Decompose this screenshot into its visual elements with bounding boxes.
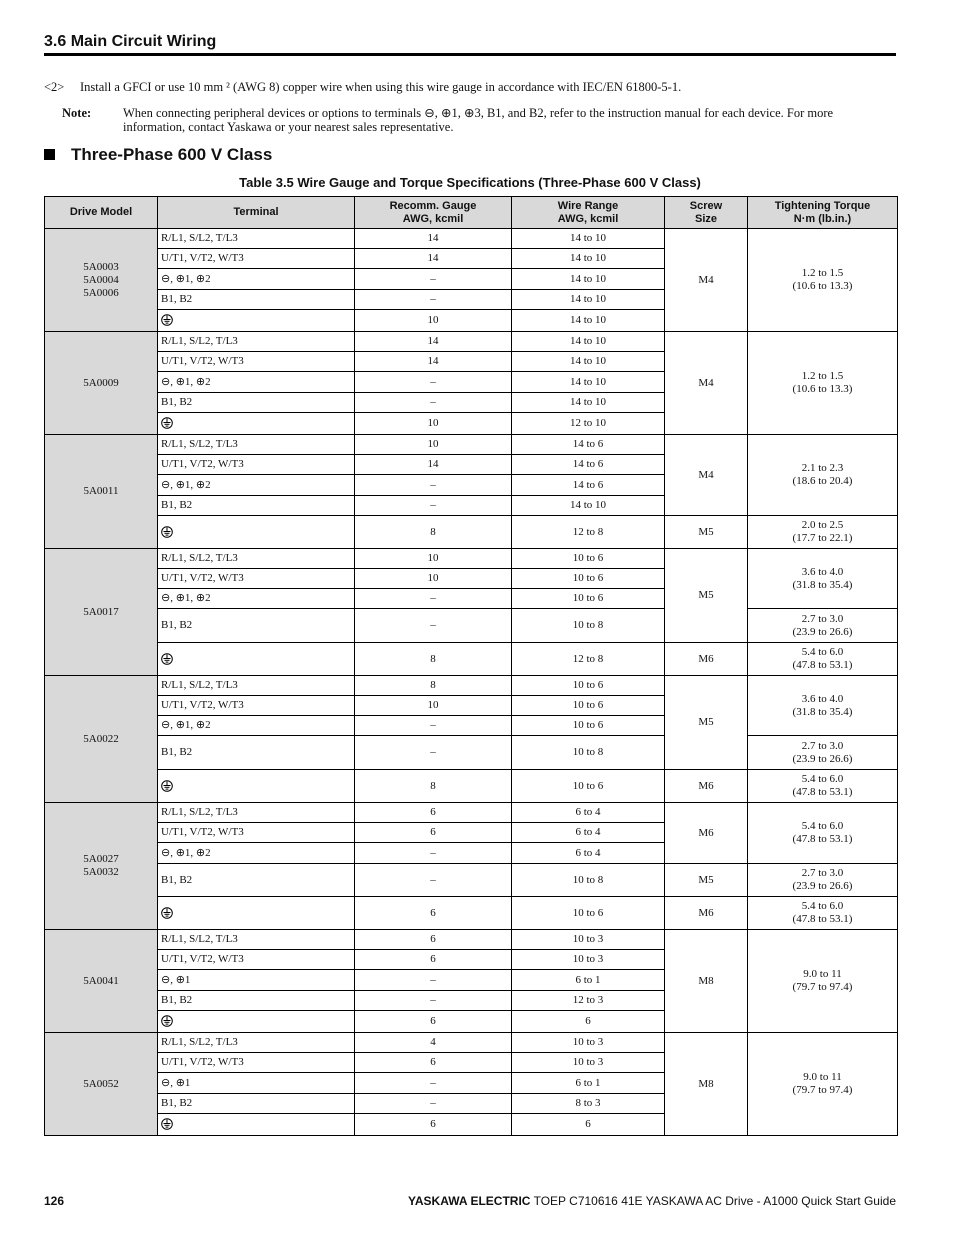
table-caption: Table 3.5 Wire Gauge and Torque Specifications (Three-Phase 600 V Class) [239,175,701,190]
terminal-cell: R/L1, S/L2, T/L3 [158,676,355,696]
ground-terminal-icon [161,1015,173,1027]
terminal-cell: U/T1, V/T2, W/T3 [158,455,355,475]
footnote [44,80,681,95]
recomm-gauge-cell: – [355,496,512,516]
torque-cell: 5.4 to 6.0 (47.8 to 53.1) [748,770,898,803]
terminal-cell: U/T1, V/T2, W/T3 [158,249,355,269]
recomm-gauge-cell: 14 [355,249,512,269]
terminal-cell: B1, B2 [158,736,355,770]
recomm-gauge-cell: – [355,736,512,770]
table-row [45,736,898,770]
recomm-gauge-cell: 10 [355,696,512,716]
footer-brand: YASKAWA ELECTRIC [407,1194,531,1208]
screw-size-cell: M5 [665,516,748,549]
recomm-gauge-cell: – [355,864,512,897]
screw-size-cell: M5 [665,676,748,770]
recomm-gauge-cell: 10 [355,413,512,435]
table-row [45,435,898,455]
note [62,106,896,134]
recomm-gauge-cell: 14 [355,352,512,372]
terminal-cell [158,1011,355,1033]
wire-range-cell: 10 to 6 [512,696,665,716]
screw-size-cell: M5 [665,864,748,897]
terminal-cell [158,310,355,332]
terminal-cell: B1, B2 [158,991,355,1011]
table-row [45,803,898,823]
screw-size-cell: M5 [665,549,748,643]
table-row [45,516,898,549]
recomm-gauge-cell: 6 [355,1053,512,1073]
terminal-cell [158,516,355,549]
terminal-cell: ⊖, ⊕1 [158,970,355,991]
table-row [45,676,898,696]
terminal-cell: U/T1, V/T2, W/T3 [158,823,355,843]
torque-cell: 1.2 to 1.5 (10.6 to 13.3) [748,229,898,332]
recomm-gauge-cell: – [355,372,512,393]
wire-range-cell: 6 to 4 [512,843,665,864]
terminal-cell [158,1114,355,1136]
terminal-cell: B1, B2 [158,1094,355,1114]
section-title [44,145,272,165]
wire-range-cell: 10 to 3 [512,950,665,970]
terminal-cell: ⊖, ⊕1 [158,1073,355,1094]
footnote-text: Install a GFCI or use 10 mm ² (AWG 8) copper wire when using this wire gauge in accordance with IEC/EN 61800-5-1. [80,80,682,94]
recomm-gauge-cell: 6 [355,1011,512,1033]
screw-size-cell: M4 [665,229,748,332]
torque-cell: 2.7 to 3.0 (23.9 to 26.6) [748,609,898,643]
table-row [45,930,898,950]
wire-range-cell: 10 to 6 [512,897,665,930]
screw-size-cell: M6 [665,897,748,930]
terminal-cell: ⊖, ⊕1, ⊕2 [158,475,355,496]
ground-terminal-icon [161,653,173,665]
recomm-gauge-cell: 8 [355,770,512,803]
torque-cell: 5.4 to 6.0 (47.8 to 53.1) [748,643,898,676]
wire-range-cell: 10 to 6 [512,676,665,696]
wire-range-cell: 14 to 10 [512,310,665,332]
screw-size-cell: M8 [665,930,748,1033]
terminal-cell: ⊖, ⊕1, ⊕2 [158,269,355,290]
terminal-cell: R/L1, S/L2, T/L3 [158,930,355,950]
drive-model-cell: 5A0052 [45,1033,158,1136]
terminal-cell: B1, B2 [158,290,355,310]
wire-range-cell: 12 to 8 [512,643,665,676]
note-label: Note: [62,106,92,120]
recomm-gauge-cell: 6 [355,930,512,950]
terminal-cell: R/L1, S/L2, T/L3 [158,435,355,455]
recomm-gauge-cell: – [355,269,512,290]
recomm-gauge-cell: 10 [355,310,512,332]
ground-terminal-icon [161,526,173,538]
terminal-cell [158,770,355,803]
terminal-cell: B1, B2 [158,496,355,516]
ground-terminal-icon [161,907,173,919]
wire-range-cell: 14 to 10 [512,372,665,393]
column-header-terminal: Terminal [158,197,355,229]
recomm-gauge-cell: – [355,843,512,864]
table-row [45,549,898,569]
table-row [45,643,898,676]
terminal-cell: ⊖, ⊕1, ⊕2 [158,716,355,736]
recomm-gauge-cell: – [355,393,512,413]
drive-model-cell: 5A0041 [45,930,158,1033]
wire-range-cell: 6 to 4 [512,803,665,823]
terminal-cell: U/T1, V/T2, W/T3 [158,696,355,716]
wire-range-cell: 6 [512,1011,665,1033]
torque-cell: 1.2 to 1.5 (10.6 to 13.3) [748,332,898,435]
wire-range-cell: 14 to 10 [512,249,665,269]
screw-size-cell: M4 [665,332,748,435]
wire-range-cell: 12 to 8 [512,516,665,549]
wire-range-cell: 14 to 10 [512,496,665,516]
terminal-cell: R/L1, S/L2, T/L3 [158,803,355,823]
terminal-cell: U/T1, V/T2, W/T3 [158,950,355,970]
recomm-gauge-cell: 8 [355,516,512,549]
ground-terminal-icon [161,1118,173,1130]
recomm-gauge-cell: 10 [355,569,512,589]
screw-size-cell: M6 [665,770,748,803]
torque-cell: 9.0 to 11 (79.7 to 97.4) [748,1033,898,1136]
recomm-gauge-cell: – [355,475,512,496]
terminal-cell: R/L1, S/L2, T/L3 [158,1033,355,1053]
table-row [45,864,898,897]
recomm-gauge-cell: 14 [355,229,512,249]
recomm-gauge-cell: – [355,1073,512,1094]
recomm-gauge-cell: 8 [355,643,512,676]
torque-cell: 2.1 to 2.3 (18.6 to 20.4) [748,435,898,516]
ground-terminal-icon [161,314,173,326]
terminal-cell [158,897,355,930]
column-header-drive-model: Drive Model [45,197,158,229]
recomm-gauge-cell: 14 [355,455,512,475]
terminal-cell: R/L1, S/L2, T/L3 [158,332,355,352]
screw-size-cell: M4 [665,435,748,516]
table-header-row [45,197,898,229]
wire-range-cell: 6 [512,1114,665,1136]
ground-terminal-icon [161,780,173,792]
torque-cell: 2.0 to 2.5 (17.7 to 22.1) [748,516,898,549]
wire-range-cell: 12 to 3 [512,991,665,1011]
section-title-text: Three-Phase 600 V Class [71,145,273,164]
terminal-cell [158,643,355,676]
ground-terminal-icon [161,417,173,429]
column-header-tightening-torque: Tightening Torque N·m (lb.in.) [748,197,898,229]
screw-size-cell: M8 [665,1033,748,1136]
torque-cell: 5.4 to 6.0 (47.8 to 53.1) [748,803,898,864]
footer-doc [408,1194,896,1208]
wire-range-cell: 10 to 8 [512,864,665,897]
recomm-gauge-cell: – [355,609,512,643]
wire-range-cell: 6 to 1 [512,1073,665,1094]
wire-range-cell: 10 to 6 [512,549,665,569]
torque-cell: 2.7 to 3.0 (23.9 to 26.6) [748,864,898,897]
recomm-gauge-cell: 4 [355,1033,512,1053]
wire-range-cell: 14 to 6 [512,435,665,455]
wire-range-cell: 14 to 10 [512,332,665,352]
wire-range-cell: 14 to 10 [512,269,665,290]
terminal-cell: B1, B2 [158,393,355,413]
terminal-cell: B1, B2 [158,609,355,643]
wire-range-cell: 10 to 6 [512,716,665,736]
terminal-cell: ⊖, ⊕1, ⊕2 [158,372,355,393]
recomm-gauge-cell: – [355,991,512,1011]
recomm-gauge-cell: 10 [355,549,512,569]
terminal-cell: U/T1, V/T2, W/T3 [158,352,355,372]
wire-range-cell: 10 to 3 [512,1053,665,1073]
recomm-gauge-cell: 6 [355,803,512,823]
recomm-gauge-cell: – [355,716,512,736]
drive-model-cell: 5A0022 [45,676,158,803]
screw-size-cell: M6 [665,643,748,676]
drive-model-cell: 5A0003 5A0004 5A0006 [45,229,158,332]
wire-range-cell: 12 to 10 [512,413,665,435]
note-text: When connecting peripheral devices or options to terminals ⊖, ⊕1, ⊕3, B1, and B2, refer to the instruction manual for each device. For more information, contact Yaskawa or your nearest sales representative. [123,106,834,134]
wire-range-cell: 10 to 6 [512,589,665,609]
wire-range-cell: 14 to 10 [512,290,665,310]
page-number: 126 [44,1194,65,1208]
column-header-recomm-gauge: Recomm. Gauge AWG, kcmil [355,197,512,229]
recomm-gauge-cell: 6 [355,823,512,843]
table-row [45,1033,898,1053]
column-header-screw-size: Screw Size [665,197,748,229]
terminal-cell: U/T1, V/T2, W/T3 [158,569,355,589]
recomm-gauge-cell: 6 [355,950,512,970]
recomm-gauge-cell: 10 [355,435,512,455]
table-row [45,229,898,249]
wire-range-cell: 6 to 1 [512,970,665,991]
torque-cell: 9.0 to 11 (79.7 to 97.4) [748,930,898,1033]
terminal-cell: R/L1, S/L2, T/L3 [158,229,355,249]
wire-range-cell: 10 to 3 [512,930,665,950]
torque-cell: 2.7 to 3.0 (23.9 to 26.6) [748,736,898,770]
wire-range-cell: 10 to 6 [512,569,665,589]
table-row [45,609,898,643]
drive-model-cell: 5A0027 5A0032 [45,803,158,930]
column-header-wire-range: Wire Range AWG, kcmil [512,197,665,229]
footnote-number: <2> [44,80,65,94]
wire-range-cell: 6 to 4 [512,823,665,843]
recomm-gauge-cell: 14 [355,332,512,352]
wire-range-cell: 8 to 3 [512,1094,665,1114]
wire-range-cell: 10 to 3 [512,1033,665,1053]
wire-range-cell: 10 to 8 [512,736,665,770]
table-body [45,229,898,1136]
wire-range-cell: 10 to 8 [512,609,665,643]
table-row [45,897,898,930]
terminal-cell: U/T1, V/T2, W/T3 [158,1053,355,1073]
terminal-cell [158,413,355,435]
recomm-gauge-cell: – [355,589,512,609]
terminal-cell: R/L1, S/L2, T/L3 [158,549,355,569]
footer-doc-title: TOEP C710616 41E YASKAWA AC Drive - A1000 Quick Start Guide [533,1194,896,1208]
recomm-gauge-cell: – [355,970,512,991]
drive-model-cell: 5A0009 [45,332,158,435]
recomm-gauge-cell: 6 [355,1114,512,1136]
torque-cell: 3.6 to 4.0 (31.8 to 35.4) [748,549,898,609]
terminal-cell: ⊖, ⊕1, ⊕2 [158,843,355,864]
recomm-gauge-cell: 8 [355,676,512,696]
wire-range-cell: 14 to 6 [512,475,665,496]
wire-range-cell: 10 to 6 [512,770,665,803]
torque-cell: 3.6 to 4.0 (31.8 to 35.4) [748,676,898,736]
wire-range-cell: 14 to 10 [512,352,665,372]
terminal-cell: B1, B2 [158,864,355,897]
wire-gauge-table [44,196,898,1136]
screw-size-cell: M6 [665,803,748,864]
drive-model-cell: 5A0011 [45,435,158,549]
wire-range-cell: 14 to 10 [512,393,665,413]
wire-range-cell: 14 to 6 [512,455,665,475]
recomm-gauge-cell: – [355,290,512,310]
recomm-gauge-cell: – [355,1094,512,1114]
recomm-gauge-cell: 6 [355,897,512,930]
section-header: 3.6 Main Circuit Wiring [44,33,896,56]
square-bullet-icon [44,149,55,160]
table-row [45,770,898,803]
terminal-cell: ⊖, ⊕1, ⊕2 [158,589,355,609]
wire-range-cell: 14 to 10 [512,229,665,249]
torque-cell: 5.4 to 6.0 (47.8 to 53.1) [748,897,898,930]
drive-model-cell: 5A0017 [45,549,158,676]
table-row [45,332,898,352]
